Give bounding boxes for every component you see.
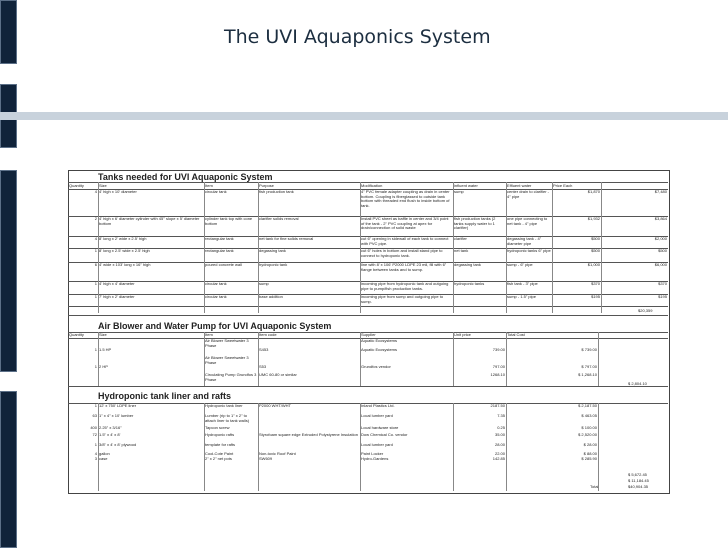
blower-cell: [99, 373, 203, 382]
liner-cell: 3/8" x 4' x 8' plywood: [99, 443, 137, 447]
liner-cell: Local lumber yard: [361, 443, 393, 447]
slide-title: The UVI Aquaponics System: [224, 26, 491, 48]
liner-cell: gallon: [99, 452, 110, 456]
tanks-cell: degassing tank: [259, 249, 286, 253]
column-divider: [506, 182, 507, 313]
liner-cell: Dow Chemical Co. vendor: [361, 433, 408, 437]
column-divider: [506, 332, 507, 386]
column-divider: [204, 403, 205, 491]
title-divider: [0, 112, 728, 120]
tanks-cell: hydroponic tank: [259, 263, 288, 267]
blower-cell: [507, 356, 597, 365]
blower-header-cell: Size: [99, 332, 107, 337]
blower-cell: 1.5 HP: [99, 348, 112, 352]
tanks-cell: $500: [591, 237, 600, 241]
liner-cell: 12' x 750' LDPE liner: [99, 404, 137, 408]
tanks-cell: sump: [259, 282, 269, 286]
blower-header-top: [68, 332, 668, 333]
liner-cell: case: [99, 457, 108, 461]
tanks-header-cell: Quantity: [69, 183, 84, 188]
column-divider: [258, 403, 259, 491]
liner-cell: 35.00: [494, 433, 505, 437]
side-tab-bottom: [0, 170, 17, 372]
blower-header-cell: Item code: [259, 332, 277, 337]
liner-cell: 2.25" x 3/16": [99, 426, 122, 430]
column-divider: [552, 182, 553, 313]
liner-cell: Inland Plastics Ltd.: [361, 404, 395, 408]
tanks-cell: circular tank: [205, 282, 227, 286]
tanks-cell: sump: [454, 190, 464, 194]
tanks-cell: 1: [94, 249, 97, 253]
blower-cell: Circulating Pump Grundfos 3 Phase: [205, 373, 257, 382]
tanks-cell: fish production tanks (2 tanks supply water to 1 clarifier): [454, 217, 496, 230]
liner-cell: 1.5" x 4' x 8': [99, 433, 121, 437]
blower-section-title: Air Blower and Water Pump for UVI Aquaponic System: [98, 321, 332, 331]
tanks-bottom: [68, 315, 668, 316]
liner-cell: 400: [90, 426, 97, 430]
liner-cell: 1: [94, 404, 97, 408]
column-divider: [506, 403, 507, 491]
liner-cell: [259, 443, 359, 452]
liner-cell: $ 463.05: [581, 414, 597, 418]
tanks-cell: base addition: [259, 295, 283, 299]
liner-cell: Hydroponic rafts: [205, 433, 235, 437]
blower-cell: [259, 356, 359, 365]
tanks-cell: incoming pipe from hydroponic tank and outgoing pipe to pump/fish production tanks.: [361, 282, 449, 291]
column-divider: [204, 182, 205, 313]
blower-header-cell: Quantity: [69, 332, 84, 337]
tanks-cell: one pipe connecting to net tank - 4" pipe: [507, 217, 548, 226]
tanks-cell: rectangular tank: [205, 249, 234, 253]
liner-cell: Hydroponic tank liner: [205, 404, 243, 408]
tanks-cell: hydroponic tanks 6" pipe: [507, 249, 551, 253]
tanks-cell: fish production tank: [259, 190, 294, 194]
tanks-cell: hydroponic tanks: [454, 282, 485, 286]
tanks-cell: $3,864: [654, 217, 667, 221]
column-divider: [598, 332, 599, 386]
column-divider: [453, 332, 454, 386]
tanks-header-cell: Effluent water: [507, 183, 532, 188]
tanks-cell: degassing tank - 4" diameter pipe: [507, 237, 542, 246]
column-divider: [360, 403, 361, 491]
liner-cell: Hydro-Gardens: [361, 457, 389, 461]
blower-cell: 739.00: [492, 348, 505, 352]
blower-cell: [69, 356, 97, 365]
column-divider: [453, 182, 454, 313]
liner-cell: 22.00: [494, 452, 505, 456]
tanks-section-title: Tanks needed for UVI Aquaponic System: [98, 172, 273, 182]
tanks-cell: 1: [94, 282, 97, 286]
tanks-cell: clarifier: [454, 237, 467, 241]
total-label: Total: [590, 484, 599, 489]
liner-cell: P2000 WHT/WHT: [259, 404, 292, 408]
liner-cell: 28.00: [494, 443, 505, 447]
tanks-cell: 7' high x 2' diameter: [99, 295, 135, 299]
liner-cell: template for rafts: [205, 443, 236, 447]
liner-cell: [259, 426, 359, 433]
blower-cell: 1: [94, 365, 97, 369]
column-divider: [601, 182, 602, 313]
side-tab-lower: [0, 391, 17, 548]
tanks-cell: $370: [658, 282, 667, 286]
blower-cell: [361, 356, 452, 365]
liner-subtotal-1: $ 5,672.45: [628, 472, 647, 477]
liner-cell: $ 285.90: [581, 457, 597, 461]
tanks-header-cell: Item: [205, 183, 213, 188]
tanks-cell: 4' high x 6' diameter cylinder with 45° slope x 5' diameter bottom: [99, 217, 200, 226]
tanks-cell: 4' wide x 103' long x 16" high: [99, 263, 151, 267]
blower-cell: [507, 339, 597, 348]
tanks-cell: poured concrete wall: [205, 263, 242, 267]
blower-cell: [99, 339, 203, 348]
blower-cell: Aquatic Ecosystems: [361, 348, 398, 352]
tanks-row-divider: [68, 306, 668, 307]
tanks-cell: net tank for fine solids removal: [259, 237, 314, 241]
tanks-cell: $1,870: [587, 190, 600, 194]
blower-bottom: [68, 386, 668, 387]
tanks-total: $20,359: [638, 308, 653, 313]
tanks-cell: fish tank - 3" pipe: [507, 282, 538, 286]
tanks-header-cell: Price Each: [553, 183, 573, 188]
liner-cell: 0.25: [497, 426, 505, 430]
column-divider: [98, 403, 99, 491]
tanks-cell: 8' long x 2.5' wide x 2.5' high: [99, 249, 150, 253]
liner-cell: Local hardware store: [361, 426, 399, 430]
blower-cell: $ 1,268.10: [578, 373, 597, 377]
tanks-cell: 2: [94, 217, 97, 221]
tanks-cell: degassing tank: [454, 263, 481, 267]
liner-cell: 3: [94, 457, 97, 461]
column-divider: [598, 403, 599, 491]
blower-cell: [99, 356, 203, 365]
tanks-cell: $1,932: [587, 217, 600, 221]
tanks-cell: sump - 1.5" pipe: [507, 295, 536, 299]
tanks-cell: 4' high x 10' diameter: [99, 190, 137, 194]
tanks-cell: $500: [658, 249, 667, 253]
tanks-header-cell: Modification: [361, 183, 383, 188]
tanks-cell: 8' long x 2' wide x 2.5' high: [99, 237, 147, 241]
column-divider: [360, 182, 361, 313]
column-divider: [204, 332, 205, 386]
tanks-cell: rectangular tank: [205, 237, 234, 241]
liner-cell: SW609: [259, 457, 273, 461]
tanks-cell: $7,480: [654, 190, 667, 194]
tanks-header-cell: Purpose: [259, 183, 274, 188]
blower-cell: [69, 373, 97, 382]
side-tab-top: [0, 0, 17, 64]
liner-cell: [259, 414, 359, 426]
blower-cell: [69, 339, 97, 348]
blower-cell: [259, 339, 359, 348]
blower-total: $ 2,804.10: [628, 381, 647, 386]
blower-cell: [454, 356, 505, 365]
tanks-cell: 6: [94, 263, 97, 267]
tanks-cell: sump - 6" pipe: [507, 263, 533, 267]
tanks-cell: clarifier solids removal: [259, 217, 299, 221]
tanks-cell: $500: [591, 249, 600, 253]
liner-cell: Cool-Cote Paint: [205, 452, 234, 456]
liner-cell: Styrofoam square edge Extruded Polystyrene Insulation: [259, 433, 358, 437]
tanks-header-cell: influent water: [454, 183, 478, 188]
column-divider: [258, 182, 259, 313]
column-divider: [98, 332, 99, 386]
liner-cell: 72: [92, 433, 97, 437]
tanks-cell: circular tank: [205, 295, 227, 299]
blower-cell: $ 797.00: [581, 365, 597, 369]
liner-cell: $ 28.00: [583, 443, 597, 447]
blower-header-cell: Unit price: [454, 332, 471, 337]
liner-cell: $ 2,520.00: [578, 433, 597, 437]
blower-cell: S453: [259, 348, 269, 352]
blower-cell: [361, 373, 452, 382]
blower-cell: 1268.10: [490, 373, 505, 377]
blower-cell: 2 HP: [99, 365, 108, 369]
grand-total: $40,904.35: [628, 484, 649, 489]
tanks-cell: center drain to clarifier - 4" pipe: [507, 190, 550, 199]
blower-cell: Aquatic Ecosystems: [361, 339, 398, 343]
liner-cell: 7.35: [497, 414, 505, 418]
column-divider: [98, 182, 99, 313]
tanks-cell: $2,000: [654, 237, 667, 241]
blower-header-cell: Total Cost: [507, 332, 525, 337]
liner-cell: 1" x 4" x 10' lumber: [99, 414, 134, 418]
tanks-cell: cylinder tank top with cone bottom: [205, 217, 253, 226]
tanks-cell: circular tank: [205, 190, 227, 194]
liner-cell: Non-toxic Roof Paint: [259, 452, 296, 456]
blower-cell: 1: [94, 348, 97, 352]
liner-cell: 63: [92, 414, 97, 418]
tanks-cell: $195: [591, 295, 600, 299]
liner-subtotal-2: $ 11,184.45: [628, 478, 649, 483]
liner-cell: 2187.50: [490, 404, 505, 408]
blower-cell: 797.00: [492, 365, 505, 369]
liner-cell: Local lumber yard: [361, 414, 393, 418]
column-divider: [453, 403, 454, 491]
tanks-header-top: [68, 182, 668, 183]
tanks-cell: $370: [591, 282, 600, 286]
blower-cell: Air Blower Sweetwater 3 Phase: [205, 339, 249, 348]
tanks-cell: $195: [658, 295, 667, 299]
tanks-cell: 4" PVC female adapter coupling as drain in center bottom. Coupling is fiberglassed to outside tank bottom with threaded end flush to inside bottom of tank.: [361, 190, 450, 208]
tanks-cell: incoming pipe from sump and outgoing pipe to sump.: [361, 295, 444, 304]
tanks-cell: 4: [94, 190, 97, 194]
liner-cell: 4: [94, 452, 97, 456]
blower-cell: Grundfos vendor: [361, 365, 391, 369]
tanks-cell: 1: [94, 295, 97, 299]
tanks-cell: $1,000: [587, 263, 600, 267]
liner-cell: 1: [94, 443, 97, 447]
blower-header-cell: Supplier: [361, 332, 376, 337]
blower-cell: UMC 60-80 or similar: [259, 373, 297, 377]
tanks-cell: net tank: [454, 249, 469, 253]
tanks-cell: line with 8' x 106' P2000 LDPE 23 mil, fill with 6" flange between tanks and to sump.: [361, 263, 447, 272]
blower-cell: S53: [259, 365, 267, 369]
liner-section-title: Hydroponic tank liner and rafts: [98, 391, 232, 401]
blower-cell: Air Blower Sweetwater 3 Phase: [205, 356, 249, 365]
tanks-cell: 4' high x 4' diameter: [99, 282, 135, 286]
blower-cell: [454, 339, 505, 348]
liner-cell: 2" x 2" net pots: [205, 457, 232, 461]
tanks-cell: cut 6" holes in bottom and install stand pipe to connect to hydroponic tank.: [361, 249, 443, 258]
blower-header-cell: Item: [205, 332, 213, 337]
liner-cell: Lumber (rip to 1" x 2" to attach liner to tank walls): [205, 414, 250, 423]
tanks-cell: 4: [94, 237, 97, 241]
liner-cell: $ 2,187.50: [578, 404, 597, 408]
tanks-cell: Install PVC sheet as baffle in center and 3/4 point of the tank - 2" PVC coupling at apex for drain/connection of solid waste: [361, 217, 449, 230]
tanks-header-cell: Size: [99, 183, 107, 188]
liner-cell: 142.85: [492, 457, 505, 461]
tanks-cell: cut 6" opening in sidewall of each tank to connect with PVC pipe.: [361, 237, 449, 246]
column-divider: [360, 332, 361, 386]
tanks-cell: $6,000: [654, 263, 667, 267]
liner-cell: Paint Locker: [361, 452, 384, 456]
liner-cell: Tapcon screw: [205, 426, 230, 430]
blower-cell: $ 739.00: [581, 348, 597, 352]
column-divider: [258, 332, 259, 386]
liner-cell: $ 88.00: [583, 452, 597, 456]
liner-cell: $ 100.00: [581, 426, 597, 430]
